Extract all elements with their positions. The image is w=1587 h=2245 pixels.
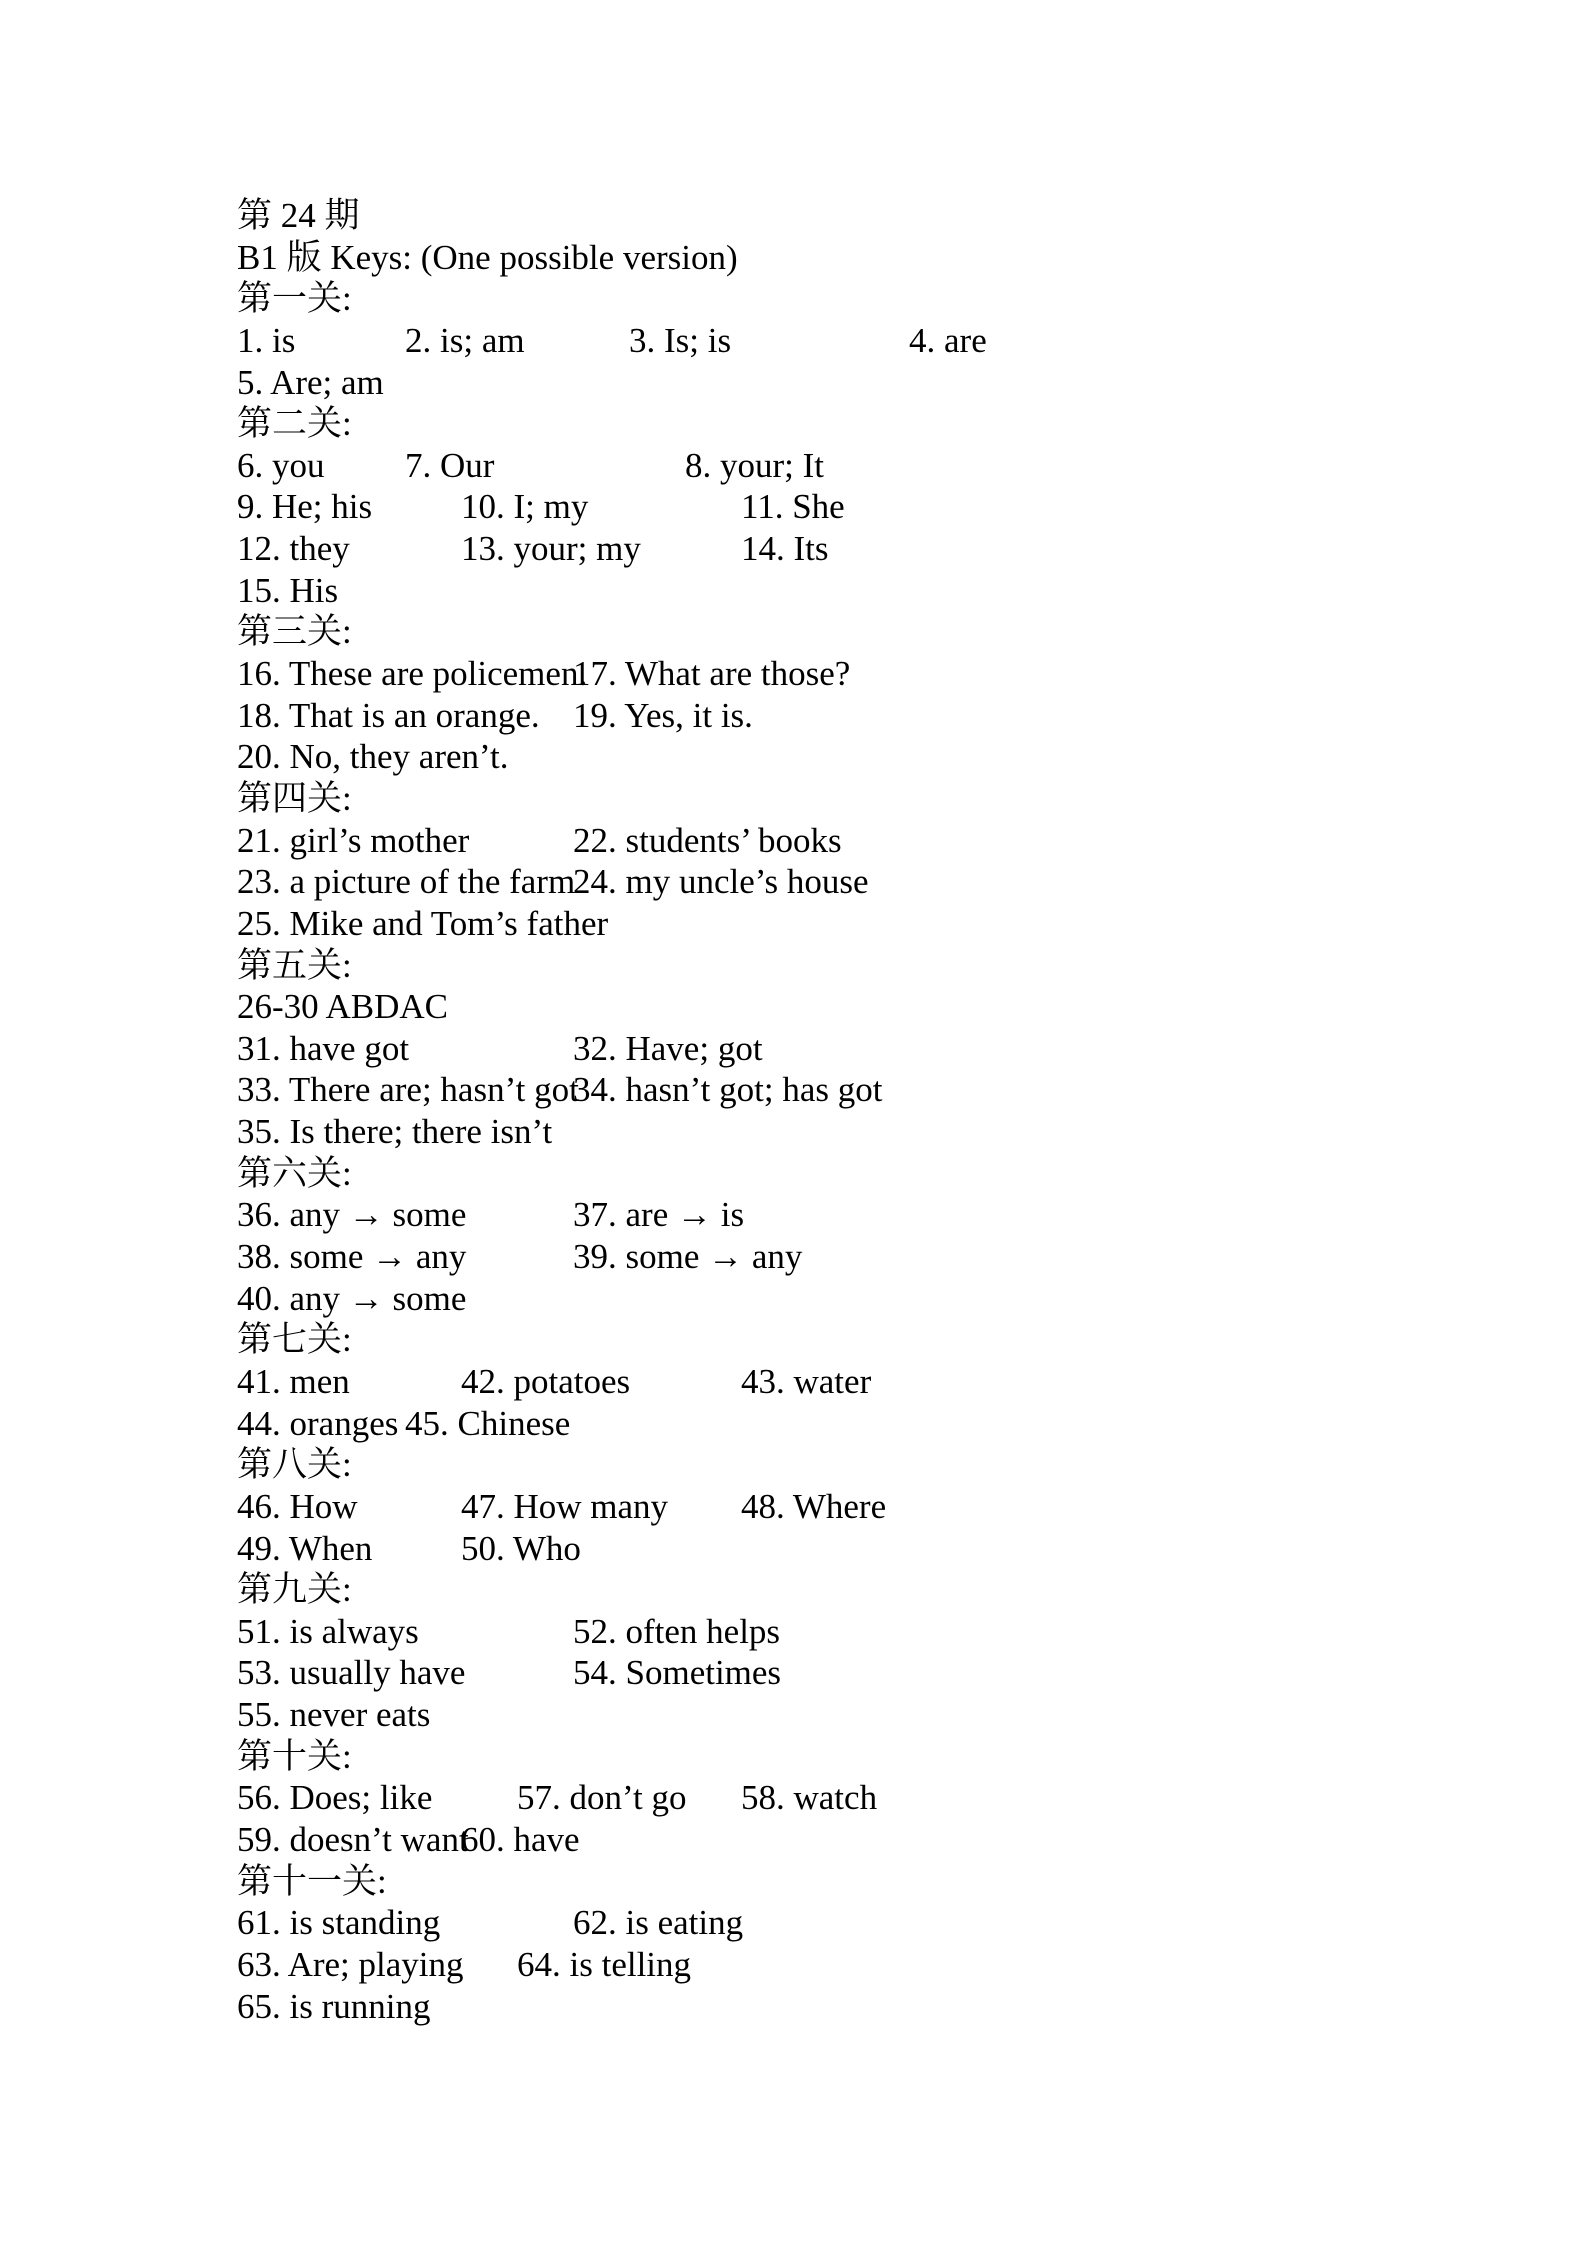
answer-item: 31. have got <box>237 1028 410 1068</box>
answer-item: 33. There are; hasn’t got <box>237 1070 579 1110</box>
answer-item: 42. potatoes <box>461 1361 631 1401</box>
answer-item: 56. Does; like <box>237 1778 433 1818</box>
text-item: 第六关: <box>237 1153 352 1193</box>
answer-item: 22. students’ books <box>573 820 842 860</box>
answer-item: 43. water <box>741 1361 872 1401</box>
answer-key-document <box>237 195 1587 2027</box>
answer-item: 57. don’t go <box>517 1778 687 1818</box>
answer-item: 26-30 ABDAC <box>237 987 448 1027</box>
answer-item: 18. That is an orange. <box>237 695 540 735</box>
answer-line <box>237 1236 1587 1278</box>
answer-item: 39. some → any <box>573 1237 803 1277</box>
answer-item: 50. Who <box>461 1528 581 1568</box>
answer-line <box>237 570 1587 612</box>
answer-item: 14. Its <box>741 529 829 569</box>
text-item: 第五关: <box>237 945 352 985</box>
text-item: 第四关: <box>237 778 352 818</box>
answer-line <box>237 1694 1587 1736</box>
answer-line <box>237 861 1587 903</box>
answer-line <box>237 445 1587 487</box>
answer-item: 58. watch <box>741 1778 878 1818</box>
section-header-line <box>237 403 1587 445</box>
answer-item: 44. oranges <box>237 1403 399 1443</box>
answer-line <box>237 528 1587 570</box>
answer-line <box>237 1361 1587 1403</box>
answer-line <box>237 1902 1587 1944</box>
section-header-line <box>237 1569 1587 1611</box>
answer-line <box>237 1819 1587 1861</box>
section-header-line <box>237 1736 1587 1778</box>
answer-line <box>237 1944 1587 1986</box>
answer-line <box>237 903 1587 945</box>
section-header-line <box>237 1153 1587 1195</box>
keys-heading-line <box>237 237 1587 279</box>
answer-line <box>237 1486 1587 1528</box>
section-header-line <box>237 1319 1587 1361</box>
issue-title-line <box>237 195 1587 237</box>
answer-item: 46. How <box>237 1486 358 1526</box>
answer-item: 61. is standing <box>237 1903 441 1943</box>
text-item: 第七关: <box>237 1320 352 1360</box>
text-item: 第十关: <box>237 1736 352 1776</box>
answer-item: 54. Sometimes <box>573 1653 782 1693</box>
section-header-line <box>237 278 1587 320</box>
answer-line <box>237 320 1587 362</box>
section-header-line <box>237 945 1587 987</box>
answer-item: 1. is <box>237 320 296 360</box>
answer-line <box>237 1028 1587 1070</box>
answer-item: 55. never eats <box>237 1695 431 1735</box>
answer-item: 65. is running <box>237 1986 431 2026</box>
section-header-line <box>237 1444 1587 1486</box>
text-item: B1 版 Keys: (One possible version) <box>237 237 738 277</box>
answer-item: 41. men <box>237 1361 350 1401</box>
text-item: 第三关: <box>237 612 352 652</box>
answer-item: 10. I; my <box>461 487 589 527</box>
answer-item: 17. What are those? <box>573 654 851 694</box>
answer-item: 11. She <box>741 487 845 527</box>
answer-item: 63. Are; playing <box>237 1944 464 1984</box>
answer-line <box>237 736 1587 778</box>
text-item: 第一关: <box>237 279 352 319</box>
text-item: 第二关: <box>237 404 352 444</box>
answer-item: 53. usually have <box>237 1653 466 1693</box>
answer-item: 49. When <box>237 1528 373 1568</box>
section-header-line <box>237 1861 1587 1903</box>
answer-line <box>237 1069 1587 1111</box>
answer-line <box>237 986 1587 1028</box>
answer-item: 12. they <box>237 529 350 569</box>
answer-item: 34. hasn’t got; has got <box>573 1070 883 1110</box>
answer-line <box>237 1194 1587 1236</box>
answer-line <box>237 1986 1587 2028</box>
answer-item: 64. is telling <box>517 1944 692 1984</box>
answer-item: 19. Yes, it is. <box>573 695 753 735</box>
section-header-line <box>237 611 1587 653</box>
answer-line <box>237 1652 1587 1694</box>
answer-item: 48. Where <box>741 1486 887 1526</box>
answer-item: 45. Chinese <box>405 1403 571 1443</box>
answer-item: 13. your; my <box>461 529 641 569</box>
answer-item: 52. often helps <box>573 1611 781 1651</box>
text-item: 第八关: <box>237 1445 352 1485</box>
answer-line <box>237 820 1587 862</box>
answer-item: 38. some → any <box>237 1237 467 1277</box>
answer-item: 3. Is; is <box>629 320 732 360</box>
answer-item: 60. have <box>461 1819 580 1859</box>
answer-item: 47. How many <box>461 1486 669 1526</box>
text-item: 第十一关: <box>237 1861 387 1901</box>
answer-line <box>237 1777 1587 1819</box>
text-item: 第九关: <box>237 1570 352 1610</box>
answer-line <box>237 1611 1587 1653</box>
answer-item: 7. Our <box>405 445 495 485</box>
answer-item: 59. doesn’t want <box>237 1819 469 1859</box>
answer-line <box>237 1278 1587 1320</box>
answer-item: 20. No, they aren’t. <box>237 737 509 777</box>
answer-item: 51. is always <box>237 1611 419 1651</box>
answer-item: 25. Mike and Tom’s father <box>237 903 609 943</box>
answer-item: 16. These are policemen. <box>237 654 588 694</box>
section-header-line <box>237 778 1587 820</box>
answer-item: 21. girl’s mother <box>237 820 470 860</box>
text-item: 第 24 期 <box>237 196 360 235</box>
answer-item: 62. is eating <box>573 1903 744 1943</box>
document-lines <box>237 195 1587 2027</box>
answer-item: 36. any → some <box>237 1195 467 1235</box>
answer-item: 23. a picture of the farm <box>237 862 576 902</box>
answer-item: 37. are → is <box>573 1195 745 1235</box>
answer-item: 9. He; his <box>237 487 373 527</box>
answer-line <box>237 362 1587 404</box>
answer-item: 40. any → some <box>237 1278 467 1318</box>
answer-item: 6. you <box>237 445 325 485</box>
answer-line <box>237 486 1587 528</box>
answer-item: 24. my uncle’s house <box>573 862 869 902</box>
answer-item: 5. Are; am <box>237 362 384 402</box>
answer-item: 2. is; am <box>405 320 525 360</box>
answer-item: 4. are <box>909 320 987 360</box>
answer-line <box>237 653 1587 695</box>
answer-item: 35. Is there; there isn’t <box>237 1112 553 1152</box>
answer-line <box>237 695 1587 737</box>
answer-line <box>237 1111 1587 1153</box>
answer-item: 8. your; It <box>685 445 825 485</box>
answer-item: 15. His <box>237 570 339 610</box>
answer-line <box>237 1403 1587 1445</box>
answer-line <box>237 1528 1587 1570</box>
answer-item: 32. Have; got <box>573 1028 763 1068</box>
